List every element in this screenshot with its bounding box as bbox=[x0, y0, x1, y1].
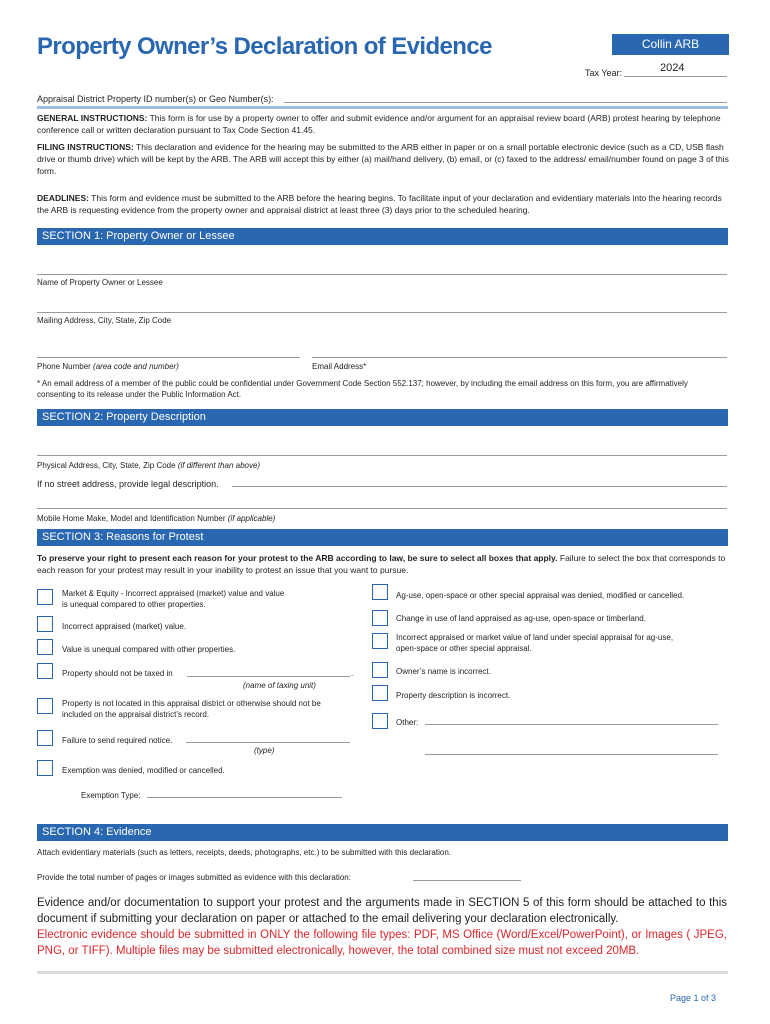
section4-header: SECTION 4: Evidence bbox=[37, 824, 728, 841]
phone-label: Phone Number (area code and number) bbox=[37, 362, 179, 371]
reason-label: Change in use of land appraised as ag-use, open-space or timberland. bbox=[396, 614, 646, 623]
mailing-address-field[interactable] bbox=[37, 312, 727, 313]
reason-checkbox[interactable] bbox=[37, 730, 53, 746]
reason-label: Owner’s name is incorrect. bbox=[396, 667, 491, 676]
exemption-type-field[interactable] bbox=[147, 797, 342, 798]
pages-count-field[interactable] bbox=[413, 880, 521, 881]
reason-label: Value is unequal compared with other properties. bbox=[62, 645, 236, 654]
mailing-address-label: Mailing Address, City, State, Zip Code bbox=[37, 316, 172, 325]
reason-label: Failure to send required notice. bbox=[62, 736, 173, 745]
reason-label: Market & Equity - Incorrect appraised (market) value and value is unequal compared to other properties. bbox=[62, 589, 285, 609]
property-id-label: Appraisal District Property ID number(s) or Geo Number(s): bbox=[37, 94, 274, 104]
general-instructions: GENERAL INSTRUCTIONS: This form is for use by a property owner to offer and submit evidence and/or argument for an appraisal review board (ARB) protest hearing by telephone conference call or written declaration pursuant to Tax Code Section 41.45. bbox=[37, 113, 721, 135]
deadlines: DEADLINES: This form and evidence must be submitted to the ARB before the hearing begins. To facilitate input of your declaration and evidentiary materials into the hearing records the ARB is requesting evidence from the property owner and appraisal district at least three (3) days prior to the scheduled hearing. bbox=[37, 193, 722, 215]
section1-header: SECTION 1: Property Owner or Lessee bbox=[37, 228, 728, 245]
documentation-text: Evidence and/or documentation to support your protest and the arguments made in SECTION 5 of this form should be attached to this document if submitting your declaration on paper or attached to the email delivering your declaration electronically. bbox=[37, 897, 727, 925]
taxing-unit-field[interactable] bbox=[187, 676, 350, 677]
filing-instructions: FILING INSTRUCTIONS: This declaration and evidence for the hearing may be submitted to the ARB either in paper or on a small portable electronic device (such as a CD, USB flash drive or thumb drive) which will be kept by the ARB. The ARB will accept this by either (a) mail/hand delivery, (b) email, or (c) faxed to the address/ email/number found on page 3 of this form. bbox=[37, 142, 729, 176]
taxing-unit-caption: (name of taxing unit) bbox=[243, 681, 316, 690]
reason-checkbox[interactable] bbox=[37, 698, 53, 714]
legal-description-field[interactable] bbox=[232, 486, 727, 487]
taxing-unit-period: . bbox=[351, 669, 354, 678]
tax-year-field[interactable] bbox=[624, 76, 727, 77]
reason-checkbox[interactable] bbox=[372, 633, 388, 649]
section3-header: SECTION 3: Reasons for Protest bbox=[37, 529, 728, 546]
pages-count-label: Provide the total number of pages or images submitted as evidence with this declaration: bbox=[37, 873, 351, 882]
tax-year-label: Tax Year: bbox=[585, 68, 623, 78]
reason-label: Property description is incorrect. bbox=[396, 691, 511, 700]
notice-type-field[interactable] bbox=[186, 742, 350, 743]
protest-intro: To preserve your right to present each reason for your protest to the ARB according to law, be sure to select all boxes that apply. Failure to select the box that corresponds to each reason for your protest may result in your inability to protest an issue that you want to pursue. bbox=[37, 553, 726, 575]
reason-label: Property should not be taxed in bbox=[62, 669, 173, 678]
agency-badge: Collin ARB bbox=[612, 34, 729, 55]
reason-label: Property is not located in this appraisal district or otherwise should not be included on the appraisal district’s record. bbox=[62, 699, 321, 719]
property-id-field[interactable] bbox=[284, 102, 727, 103]
owner-name-label: Name of Property Owner or Lessee bbox=[37, 278, 163, 287]
physical-address-label: Physical Address, City, State, Zip Code (if different than above) bbox=[37, 461, 261, 470]
reason-checkbox[interactable] bbox=[372, 610, 388, 626]
reason-checkbox[interactable] bbox=[372, 685, 388, 701]
form-title: Property Owner’s Declaration of Evidence bbox=[37, 33, 492, 60]
legal-description-label: If no street address, provide legal description. bbox=[37, 479, 219, 489]
mobile-home-label: Mobile Home Make, Model and Identification Number (if applicable) bbox=[37, 514, 276, 523]
email-field[interactable] bbox=[312, 357, 727, 358]
reason-checkbox[interactable] bbox=[37, 663, 53, 679]
section2-header: SECTION 2: Property Description bbox=[37, 409, 728, 426]
physical-address-field[interactable] bbox=[37, 455, 727, 456]
reason-label: Other: bbox=[396, 718, 419, 727]
other-reason-field[interactable] bbox=[425, 724, 718, 725]
reason-label: Incorrect appraised or market value of land under special appraisal for ag-use, open-space or other special appraisal. bbox=[396, 633, 674, 653]
other-reason-field-2[interactable] bbox=[425, 754, 718, 755]
mobile-home-field[interactable] bbox=[37, 508, 727, 509]
reason-label: Exemption was denied, modified or cancelled. bbox=[62, 766, 225, 775]
electronic-evidence-text: Electronic evidence should be submitted in ONLY the following file types: PDF, MS Office (Word/Excel/PowerPoint), or Images ( JPEG, PNG, or TIFF). Multiple files may be submitted electronically, however, the total combined size must not exceed 20MB. bbox=[37, 929, 727, 957]
reason-checkbox[interactable] bbox=[37, 760, 53, 776]
phone-field[interactable] bbox=[37, 357, 300, 358]
reason-label: Incorrect appraised (market) value. bbox=[62, 622, 187, 631]
reason-checkbox[interactable] bbox=[372, 584, 388, 600]
page-number: Page 1 of 3 bbox=[670, 993, 717, 1003]
reason-checkbox[interactable] bbox=[37, 589, 53, 605]
attach-instruction: Attach evidentiary materials (such as letters, receipts, deeds, photographs, etc.) to be submitted with this declaration. bbox=[37, 848, 451, 857]
exemption-type-label: Exemption Type: bbox=[81, 791, 141, 800]
reason-checkbox[interactable] bbox=[372, 713, 388, 729]
reason-checkbox[interactable] bbox=[37, 616, 53, 632]
owner-name-field[interactable] bbox=[37, 274, 727, 275]
footer-divider bbox=[37, 971, 728, 974]
email-label: Email Address* bbox=[312, 362, 367, 371]
notice-type-caption: (type) bbox=[254, 746, 275, 755]
email-confidentiality-note: * An email address of a member of the public could be confidential under Government Code Section 552.137; however, by including the email address on this form, you are affirmatively consenting to its release under the Public Information Act. bbox=[37, 379, 688, 399]
header-divider bbox=[37, 106, 728, 109]
tax-year-value: 2024 bbox=[660, 62, 685, 74]
reason-label: Ag-use, open-space or other special appraisal was denied, modified or cancelled. bbox=[396, 591, 685, 600]
reason-checkbox[interactable] bbox=[372, 662, 388, 678]
reason-checkbox[interactable] bbox=[37, 639, 53, 655]
